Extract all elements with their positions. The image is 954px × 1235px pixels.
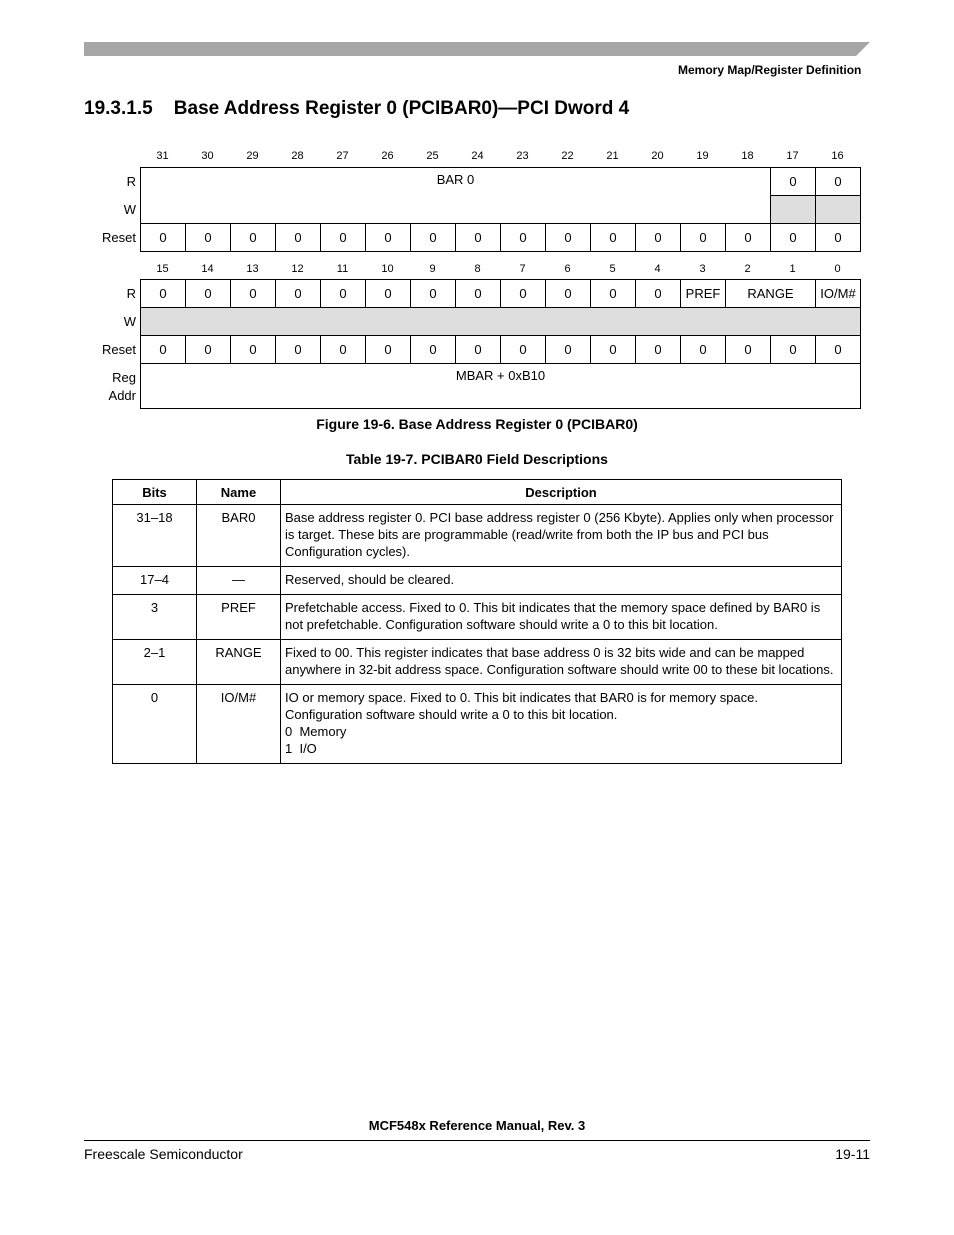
bit16-write — [816, 196, 861, 224]
reset-bit: 0 — [411, 336, 456, 364]
cell-description — [281, 567, 842, 595]
reset-bit: 0 — [636, 224, 681, 252]
read-bit: 0 — [321, 280, 366, 308]
cell-name: IO/M# — [197, 685, 281, 764]
reset-bit: 0 — [501, 224, 546, 252]
description-line: Base address register 0. PCI base address register 0 (256 Kbyte). Applies only when processor is target. These bits are programmable (read/write from both the IP bus and PCI bus Configuration cycles). — [285, 510, 834, 559]
footer-company: Freescale Semiconductor — [84, 1146, 243, 1162]
reset-bit: 0 — [591, 336, 636, 364]
bit-number: 13 — [246, 263, 259, 275]
reset-bit: 0 — [186, 336, 231, 364]
row-label-w-lower: W — [123, 314, 136, 329]
cell-name: PREF — [197, 595, 281, 640]
reset-bit: 0 — [591, 224, 636, 252]
bit-number: 28 — [291, 150, 304, 162]
cell-description — [281, 640, 842, 685]
reset-bit: 0 — [636, 336, 681, 364]
read-bit: 0 — [546, 280, 591, 308]
description-line: Reserved, should be cleared. — [285, 572, 455, 587]
bit-number: 19 — [696, 150, 709, 162]
table-caption: Table 19-7. PCIBAR0 Field Descriptions — [346, 451, 608, 467]
table-row — [113, 640, 842, 685]
bit-number: 8 — [474, 263, 481, 275]
cell-name: — — [197, 567, 281, 595]
bit17-read: 0 — [771, 168, 816, 196]
description-line: Fixed to 00. This register indicates that base address 0 is 32 bits wide and can be mapped anywhere in 32-bit address space. Configuration software should write 00 to these bit locations. — [285, 645, 834, 677]
reset-bit: 0 — [816, 336, 861, 364]
reset-bit: 0 — [366, 336, 411, 364]
bit-number: 17 — [786, 150, 799, 162]
bit-number: 31 — [156, 150, 169, 162]
description-line: 1 I/O — [285, 741, 317, 756]
row-label-w: W — [123, 202, 136, 217]
reset-bit: 0 — [321, 336, 366, 364]
cell-description — [281, 685, 842, 764]
bit-number: 5 — [609, 263, 616, 275]
reset-bit: 0 — [816, 224, 861, 252]
lower-reset-row — [141, 336, 861, 364]
header-description: Description — [281, 480, 842, 505]
read-bit: 0 — [366, 280, 411, 308]
bit-number: 29 — [246, 150, 259, 162]
table-row — [113, 567, 842, 595]
register-upper-half — [140, 167, 861, 252]
bit-number: 0 — [834, 263, 841, 275]
reset-bit: 0 — [276, 336, 321, 364]
reset-bit: 0 — [546, 336, 591, 364]
bit-number: 3 — [699, 263, 706, 275]
reset-bit: 0 — [186, 224, 231, 252]
bit-number: 9 — [429, 263, 436, 275]
footer-manual-title: MCF548x Reference Manual, Rev. 3 — [368, 1118, 586, 1133]
bit-number: 25 — [426, 150, 439, 162]
row-label-reset-lower: Reset — [102, 342, 136, 357]
reset-bit: 0 — [681, 336, 726, 364]
table-row — [113, 505, 842, 567]
reset-bit: 0 — [771, 224, 816, 252]
read-bit: 0 — [276, 280, 321, 308]
reset-bit: 0 — [456, 336, 501, 364]
read-bit: 0 — [186, 280, 231, 308]
bit-number: 21 — [606, 150, 619, 162]
cell-description — [281, 595, 842, 640]
running-header: Memory Map/Register Definition — [678, 63, 862, 77]
register-lower-half — [140, 279, 861, 409]
reset-bit: 0 — [726, 336, 771, 364]
reset-bit: 0 — [456, 224, 501, 252]
bit-number: 7 — [519, 263, 526, 275]
bit-number: 1 — [789, 263, 796, 275]
bit17-write — [771, 196, 816, 224]
upper-reset-row — [141, 224, 861, 252]
description-line: 0 Memory — [285, 724, 347, 739]
row-label-reg: Reg — [112, 370, 136, 385]
bit-number: 23 — [516, 150, 529, 162]
read-bit: 0 — [501, 280, 546, 308]
reset-bit: 0 — [141, 224, 186, 252]
bit16-read: 0 — [816, 168, 861, 196]
bit-number: 10 — [381, 263, 394, 275]
reset-bit: 0 — [771, 336, 816, 364]
reset-bit: 0 — [276, 224, 321, 252]
read-bit: 0 — [141, 280, 186, 308]
bit-number: 12 — [291, 263, 304, 275]
bit-number: 16 — [831, 150, 844, 162]
read-field: IO/M# — [816, 280, 861, 308]
reset-bit: 0 — [501, 336, 546, 364]
bit-number: 4 — [654, 263, 661, 275]
bit-number: 20 — [651, 150, 664, 162]
bit-number: 26 — [381, 150, 394, 162]
cell-name: BAR0 — [197, 505, 281, 567]
header-name: Name — [197, 480, 281, 505]
lower-read-row — [141, 280, 861, 308]
bit-number: 14 — [201, 263, 214, 275]
bit-number: 6 — [564, 263, 571, 275]
header-bar — [84, 42, 870, 56]
bit-number: 2 — [744, 263, 751, 275]
reset-bit: 0 — [366, 224, 411, 252]
row-label-addr: Addr — [108, 388, 136, 403]
reset-bit: 0 — [411, 224, 456, 252]
read-bit: 0 — [411, 280, 456, 308]
lower-write-row — [141, 308, 861, 336]
cell-bits: 17–4 — [113, 567, 197, 595]
figure-caption: Figure 19-6. Base Address Register 0 (PCIBAR0) — [316, 416, 638, 432]
table-row — [113, 685, 842, 764]
section-title: Base Address Register 0 (PCIBAR0)—PCI Dword 4 — [173, 98, 630, 119]
reset-bit: 0 — [141, 336, 186, 364]
register-address: MBAR + 0xB10 — [141, 364, 861, 409]
bar0-field: BAR 0 — [141, 168, 771, 224]
bit-number: 30 — [201, 150, 214, 162]
bit-number: 22 — [561, 150, 574, 162]
read-bit: 0 — [591, 280, 636, 308]
description-line: IO or memory space. Fixed to 0. This bit indicates that BAR0 is for memory space. Configuration software should write a 0 to this bit location. — [285, 690, 758, 722]
cell-description — [281, 505, 842, 567]
reset-bit: 0 — [231, 224, 276, 252]
read-bit: 0 — [456, 280, 501, 308]
row-label-reset: Reset — [102, 230, 136, 245]
read-field: RANGE — [726, 280, 816, 308]
reset-bit: 0 — [681, 224, 726, 252]
bit-number: 18 — [741, 150, 754, 162]
read-bit: 0 — [636, 280, 681, 308]
row-label-r-lower: R — [126, 286, 136, 301]
cell-bits: 31–18 — [113, 505, 197, 567]
table-row — [113, 595, 842, 640]
bit-number: 27 — [336, 150, 349, 162]
footer-rule — [84, 1140, 870, 1141]
reset-bit: 0 — [231, 336, 276, 364]
cell-bits: 2–1 — [113, 640, 197, 685]
bit-number: 24 — [471, 150, 484, 162]
header-bits: Bits — [113, 480, 197, 505]
description-line: Prefetchable access. Fixed to 0. This bit indicates that the memory space defined by BAR0 is not prefetchable. Configuration software should write a 0 to this bit location. — [285, 600, 821, 632]
cell-bits: 0 — [113, 685, 197, 764]
field-descriptions-table — [112, 479, 842, 764]
reset-bit: 0 — [546, 224, 591, 252]
cell-bits: 3 — [113, 595, 197, 640]
section-number: 19.3.1.5 — [84, 98, 153, 119]
cell-name: RANGE — [197, 640, 281, 685]
section-heading — [84, 98, 629, 120]
bit-number: 11 — [336, 263, 349, 275]
reset-bit: 0 — [726, 224, 771, 252]
row-label-r: R — [126, 174, 136, 189]
reset-bit: 0 — [321, 224, 366, 252]
read-bit: 0 — [231, 280, 276, 308]
bit-number: 15 — [156, 263, 169, 275]
read-field: PREF — [681, 280, 726, 308]
page-number: 19-11 — [835, 1146, 870, 1162]
